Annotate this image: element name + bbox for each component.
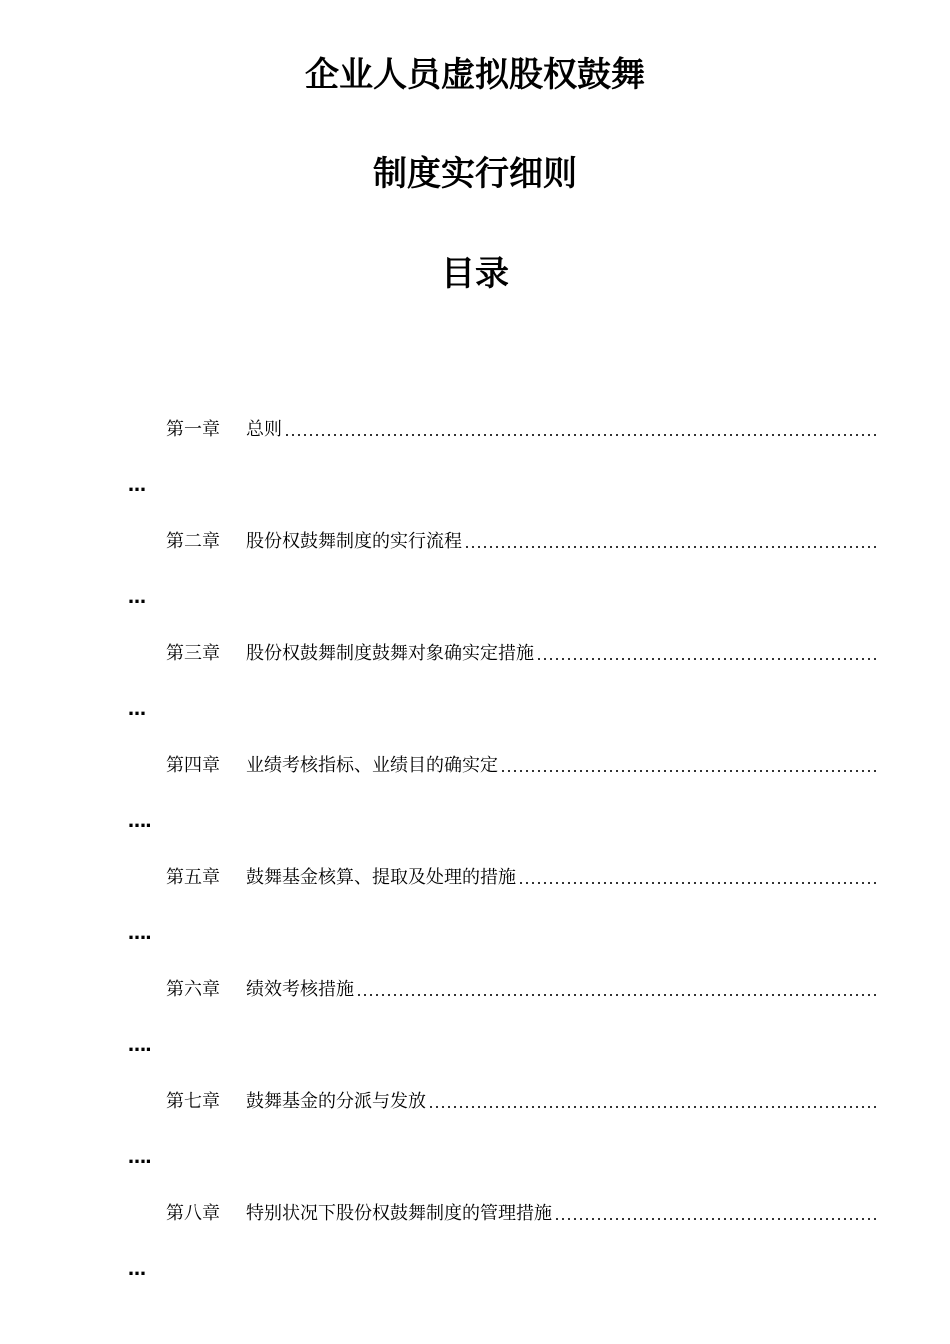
toc-chapter-number: 第七章 <box>166 1091 220 1112</box>
toc-line[interactable] <box>166 1202 880 1226</box>
toc-line[interactable] <box>166 978 880 1002</box>
toc-leader-continuation: …. <box>128 1035 151 1056</box>
toc-line[interactable] <box>166 530 880 554</box>
toc-leader-continuation: … <box>128 1259 145 1280</box>
toc-chapter-title: 股份权鼓舞制度鼓舞对象确实定措施 <box>246 643 534 664</box>
toc-chapter-title: 总则 <box>246 419 282 440</box>
toc-line[interactable] <box>166 866 880 890</box>
toc-dot-leader <box>500 754 880 778</box>
document-title-line2: 制度实行细则 <box>373 154 577 194</box>
toc-line[interactable] <box>166 418 880 442</box>
toc-dot-leader <box>464 530 880 554</box>
toc-chapter-number: 第八章 <box>166 1203 220 1224</box>
toc-entry[interactable] <box>0 754 950 866</box>
toc-chapter-number: 第二章 <box>166 531 220 552</box>
toc-line[interactable] <box>166 642 880 666</box>
toc-dot-leader <box>554 1202 880 1226</box>
toc-chapter-title: 绩效考核措施 <box>246 979 354 1000</box>
toc-dot-leader <box>536 642 880 666</box>
toc-dot-leader <box>284 418 880 442</box>
toc-chapter-title: 特别状况下股份权鼓舞制度的管理措施 <box>246 1203 552 1224</box>
toc-leader-continuation: …. <box>128 811 151 832</box>
toc-dot-leader <box>356 978 880 1002</box>
toc-leader-continuation: … <box>128 587 145 608</box>
toc-line[interactable] <box>166 1090 880 1114</box>
toc-chapter-number: 第三章 <box>166 643 220 664</box>
toc-leader-continuation: … <box>128 699 145 720</box>
toc-chapter-title: 鼓舞基金的分派与发放 <box>246 1091 426 1112</box>
toc-entry[interactable] <box>0 530 950 642</box>
toc-dot-leader <box>428 1090 880 1114</box>
toc-chapter-number: 第一章 <box>166 419 220 440</box>
toc-chapter-title: 鼓舞基金核算、提取及处理的措施 <box>246 867 516 888</box>
toc-leader-continuation: …. <box>128 923 151 944</box>
toc-entry[interactable] <box>0 642 950 754</box>
toc-chapter-number: 第四章 <box>166 755 220 776</box>
toc-dot-leader <box>518 866 880 890</box>
toc-entry[interactable] <box>0 866 950 978</box>
toc-chapter-title: 业绩考核指标、业绩目的确实定 <box>246 755 498 776</box>
toc-entry[interactable] <box>0 978 950 1090</box>
toc-chapter-number: 第五章 <box>166 867 220 888</box>
toc-entry[interactable] <box>0 1090 950 1202</box>
toc-entry[interactable] <box>0 418 950 530</box>
toc-entry[interactable] <box>0 1202 950 1314</box>
toc-leader-continuation: …. <box>128 1147 151 1168</box>
toc-heading: 目录 <box>441 254 509 294</box>
toc-leader-continuation: … <box>128 475 145 496</box>
toc-chapter-number: 第六章 <box>166 979 220 1000</box>
toc-line[interactable] <box>166 754 880 778</box>
toc-chapter-title: 股份权鼓舞制度的实行流程 <box>246 531 462 552</box>
document-title-line1: 企业人员虚拟股权鼓舞 <box>305 55 645 95</box>
